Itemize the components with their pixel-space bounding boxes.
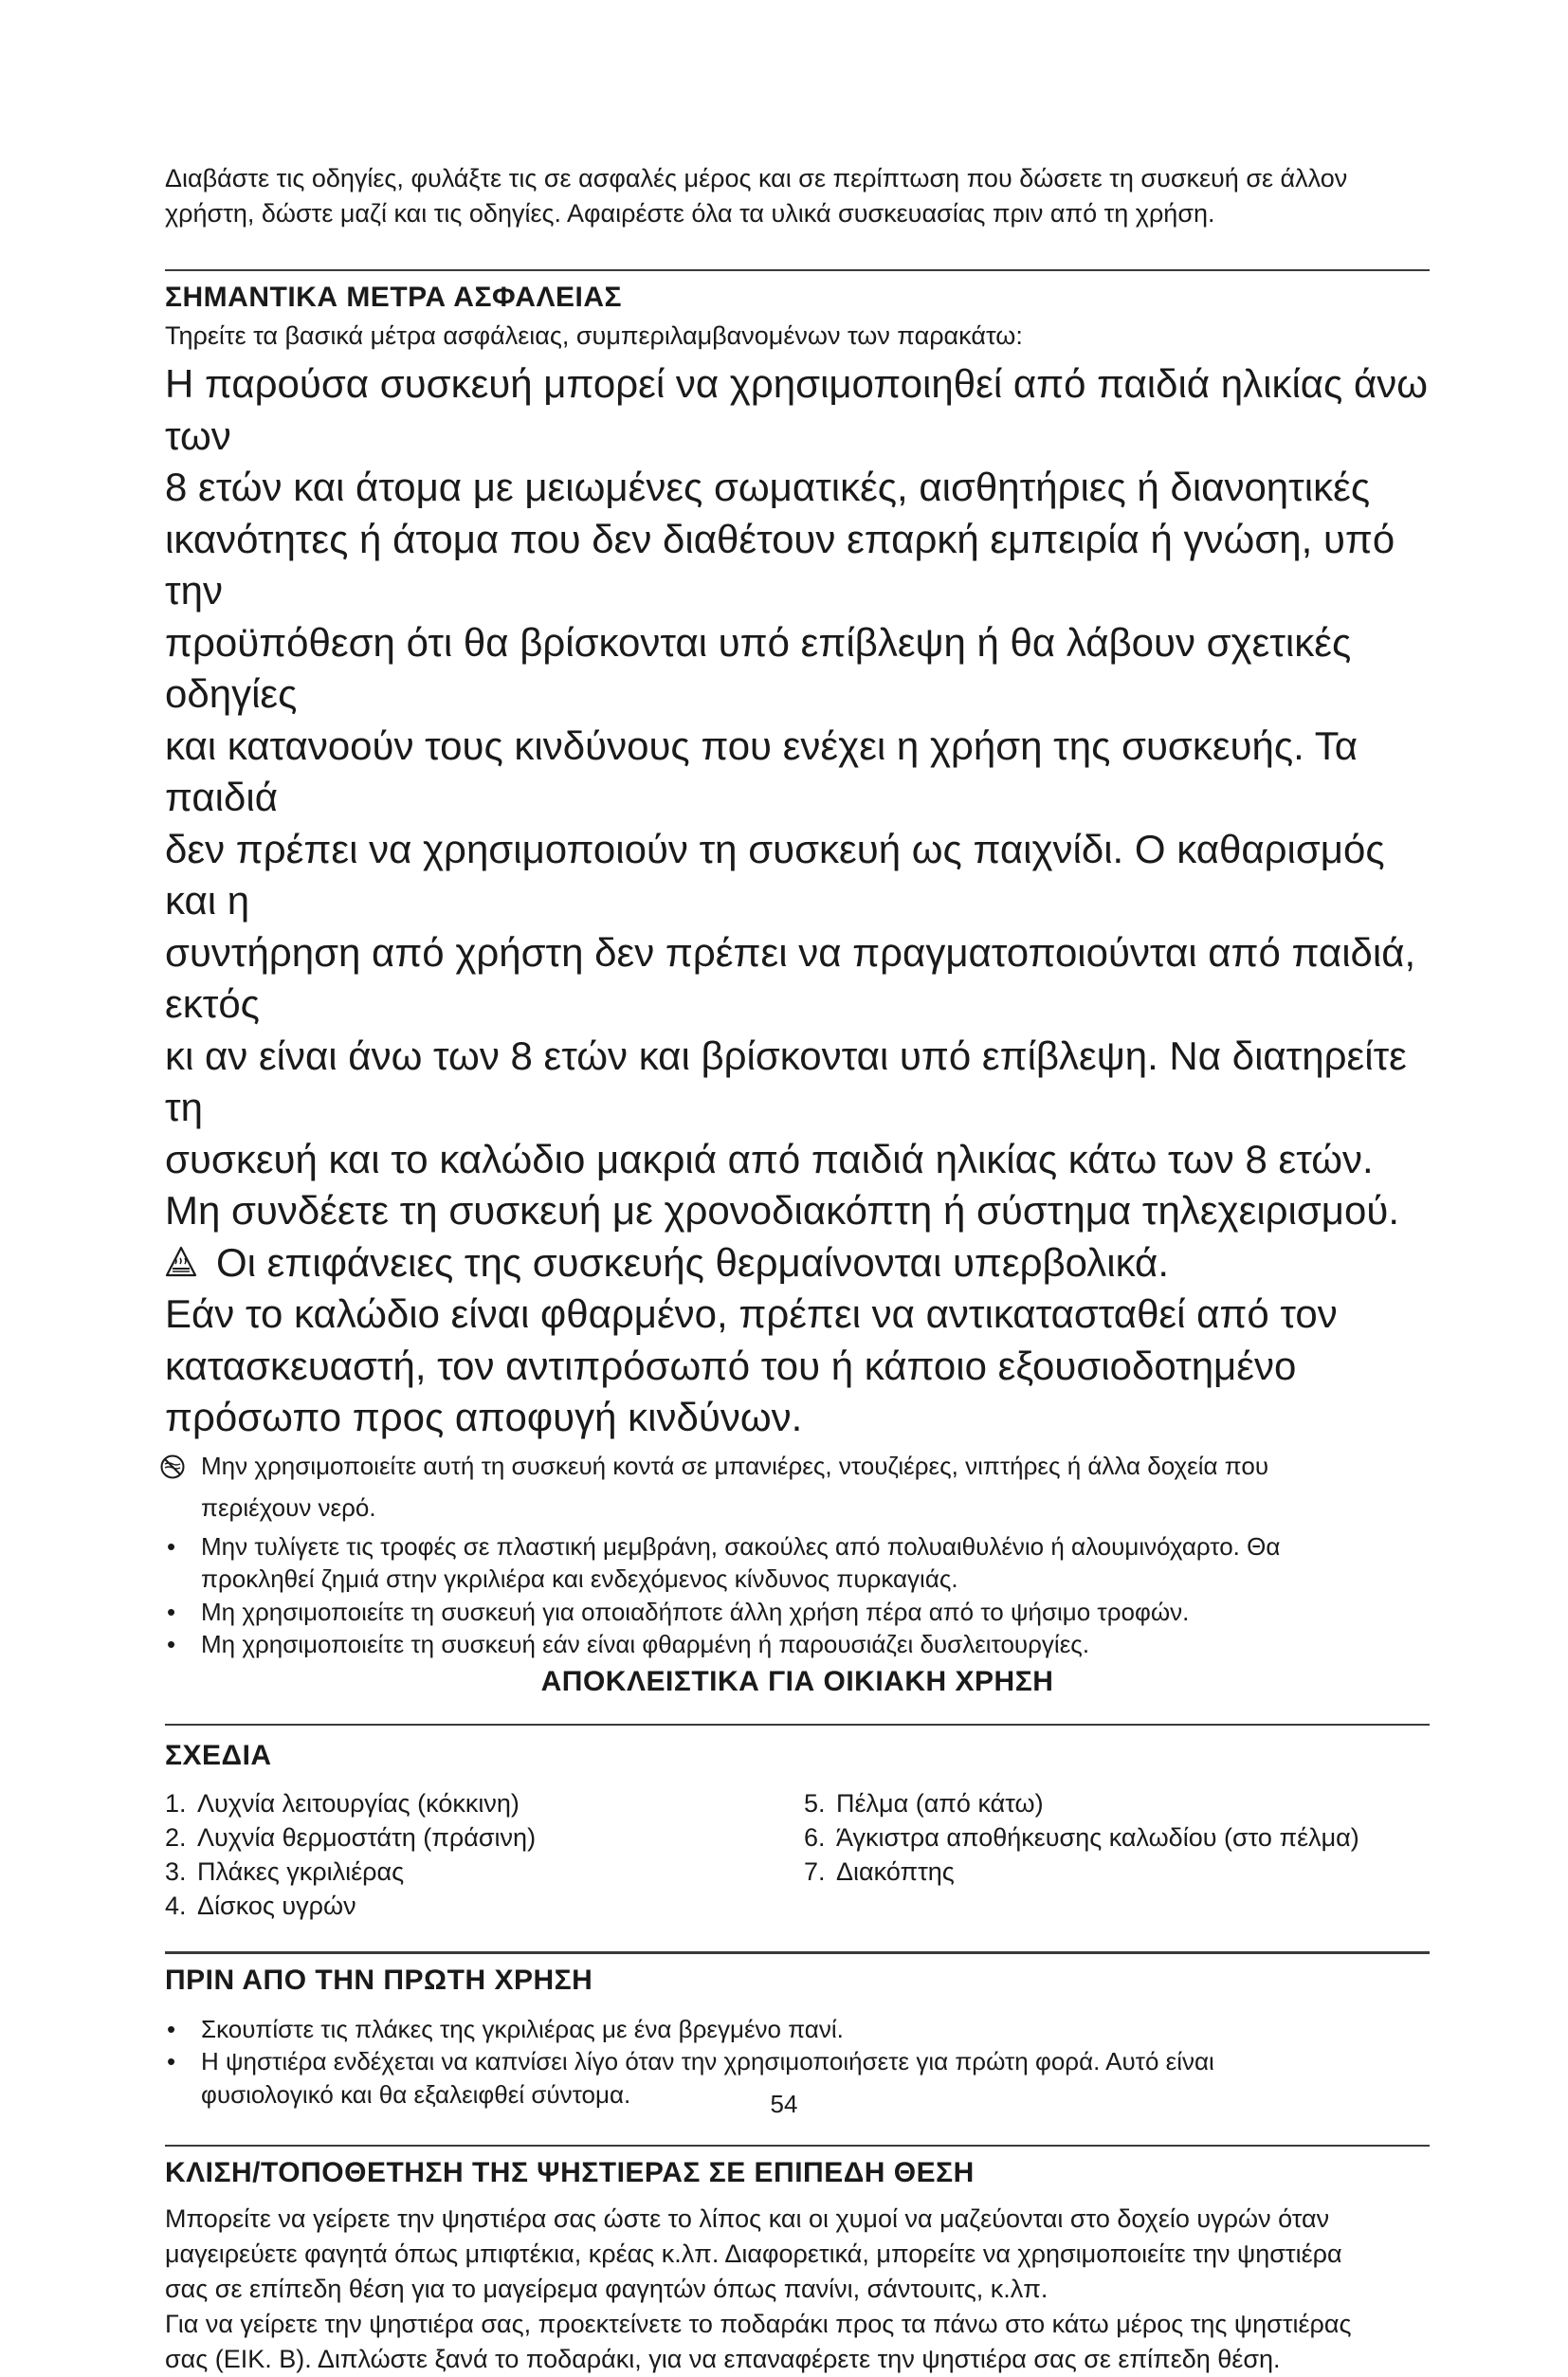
list-item-line: Μη χρησιμοποιείτε τη συσκευή εάν είναι φθαρμένη ή παρουσιάζει δυσλειτουργίες. xyxy=(201,1630,1090,1658)
intro-paragraph xyxy=(165,161,1430,231)
hot-surface-icon xyxy=(165,1246,197,1278)
parts-list xyxy=(165,1786,1430,1923)
list-item-line: Η ψηστιέρα ενδέχεται να καπνίσει λίγο όταν την χρησιμοποιήσετε για πρώτη φορά. Αυτό είναι xyxy=(201,2047,1214,2075)
part-number: 4. xyxy=(165,1891,187,1920)
part-item xyxy=(804,1855,1430,1889)
section-divider xyxy=(165,1951,1430,1954)
list-item xyxy=(165,1628,1430,1661)
safety-line: προϋπόθεση ότι θα βρίσκονται υπό επίβλεψη ή θα λάβουν σχετικές οδηγίες xyxy=(165,619,1352,716)
part-number: 3. xyxy=(165,1856,187,1886)
part-label: Δίσκος υγρών xyxy=(197,1891,356,1920)
water-warning-item xyxy=(165,1450,1430,1525)
list-item-line: Μην τυλίγετε τις τροφές σε πλαστική μεμβράνη, σακούλες από πολυαιθυλένιο ή αλουμινόχαρτο. Θα xyxy=(201,1531,1281,1561)
section-divider xyxy=(165,1724,1430,1726)
part-label: Πέλμα (από κάτω) xyxy=(836,1788,1044,1818)
part-item xyxy=(165,1889,804,1923)
safety-line: κατασκευαστή, τον αντιπρόσωπό του ή κάποιο εξουσιοδοτημένο xyxy=(165,1343,1297,1388)
safety-line: και κατανοούν τους κινδύνους που ενέχει η χρήση της συσκευής. Τα παιδιά xyxy=(165,722,1358,819)
bullet-dot: • xyxy=(167,2047,176,2075)
list-item-line: Μη χρησιμοποιείτε τη συσκευή για οποιαδήποτε άλλη χρήση πέρα από το ψήσιμο τροφών. xyxy=(201,1597,1190,1626)
part-label: Λυχνία θερμοστάτη (πράσινη) xyxy=(197,1822,537,1852)
part-number: 5. xyxy=(804,1788,826,1818)
bullet-dot: • xyxy=(167,2014,176,2043)
safety-line: Η παρούσα συσκευή μπορεί να χρησιμοποιηθεί από παιδιά ηλικίας άνω των xyxy=(165,361,1429,458)
part-label: Διακόπτης xyxy=(836,1856,955,1886)
part-number: 2. xyxy=(165,1822,187,1852)
safety-section xyxy=(165,279,1430,1701)
part-number: 6. xyxy=(804,1822,826,1852)
part-item xyxy=(165,1786,804,1820)
part-label: Λυχνία λειτουργίας (κόκκινη) xyxy=(197,1788,520,1818)
bullet-dot: • xyxy=(167,1630,176,1658)
section-divider xyxy=(165,2145,1430,2147)
no-water-icon xyxy=(159,1454,186,1480)
hot-surface-warning xyxy=(165,1237,1430,1289)
safety-line: συσκευή και το καλώδιο μακριά από παιδιά ηλικίας κάτω των 8 ετών. xyxy=(165,1136,1374,1181)
tilt-line: σας (ΕΙΚ. Β). Διπλώστε ξανά το ποδαράκι, για να επαναφέρετε την ψηστιέρα σας σε επίπεδη θέση. xyxy=(165,2345,1281,2373)
part-label: Άγκιστρα αποθήκευσης καλωδίου (στο πέλμα) xyxy=(836,1822,1359,1852)
list-item xyxy=(165,2013,1430,2046)
tilt-line: σας σε επίπεδη θέση για το μαγείρεμα φαγητών όπως πανίνι, σάντουιτς, κ.λπ. xyxy=(165,2275,1048,2303)
tilt-section xyxy=(165,2154,1430,2377)
design-heading: ΣΧΕΔΙΑ xyxy=(165,1739,272,1771)
safety-heading: ΣΗΜΑΝΤΙΚΑ ΜΕΤΡΑ ΑΣΦΑΛΕΙΑΣ xyxy=(165,282,622,313)
water-warning-line: Μην χρησιμοποιείτε αυτή τη συσκευή κοντά σε μπανιέρες, ντουζιέρες, νιπτήρες ή άλλα δοχεία που xyxy=(201,1451,1269,1480)
bullet-dot: • xyxy=(167,1531,176,1561)
safety-subtitle: Τηρείτε τα βασικά μέτρα ασφάλειας, συμπεριλαμβανομένων των παρακάτω: xyxy=(165,321,1023,350)
list-item xyxy=(165,1530,1430,1596)
section-divider xyxy=(165,269,1430,271)
part-item xyxy=(804,1820,1430,1855)
tilt-line: Για να γείρετε την ψηστιέρα σας, προεκτείνετε το ποδαράκι προς τα πάνω στο κάτω μέρος της ψηστιέρας xyxy=(165,2310,1352,2338)
household-use-heading: ΑΠΟΚΛΕΙΣΤΙΚΑ ΓΙΑ ΟΙΚΙΑΚΗ ΧΡΗΣΗ xyxy=(540,1665,1054,1697)
safety-line: δεν πρέπει να χρησιμοποιούν τη συσκευή ως παιχνίδι. Ο καθαρισμός και η xyxy=(165,826,1385,923)
safety-line: 8 ετών και άτομα με μειωμένες σωματικές, αισθητήριες ή διανοητικές xyxy=(165,465,1371,509)
parts-column-left xyxy=(165,1786,804,1923)
safety-main-text xyxy=(165,358,1430,1444)
part-label: Πλάκες γκριλιέρας xyxy=(197,1856,405,1886)
parts-column-right xyxy=(804,1786,1430,1923)
safety-line: ικανότητες ή άτομα που δεν διαθέτουν επαρκή εμπειρία ή γνώση, υπό την xyxy=(165,516,1395,613)
first-use-heading: ΠΡΙΝ ΑΠΟ ΤΗΝ ΠΡΩΤΗ ΧΡΗΣΗ xyxy=(165,1964,593,1996)
hot-surface-text: Οι επιφάνειες της συσκευής θερμαίνονται υπερβολικά. xyxy=(216,1239,1170,1285)
bullet-dot: • xyxy=(167,1597,176,1626)
tilt-line: Μπορείτε να γείρετε την ψηστιέρα σας ώστε το λίπος και οι χυμοί να μαζεύονται στο δοχείο υγρών όταν xyxy=(165,2204,1330,2233)
list-item-line: Σκουπίστε τις πλάκες της γκριλιέρας με ένα βρεγμένο πανί. xyxy=(201,2014,844,2043)
tilt-line: μαγειρεύετε φαγητά όπως μπιφτέκια, κρέας κ.λπ. Διαφορετικά, μπορείτε να χρησιμοποιείτε την ψηστιέρα xyxy=(165,2240,1342,2268)
safety-line: πρόσωπο προς αποφυγή κινδύνων. xyxy=(165,1395,803,1439)
intro-line: χρήστη, δώστε μαζί και τις οδηγίες. Αφαιρέστε όλα τα υλικά συσκευασίας πριν από τη χρήση. xyxy=(165,199,1215,228)
part-item xyxy=(165,1820,804,1855)
design-section xyxy=(165,1737,1430,1923)
tilt-paragraph xyxy=(165,2202,1430,2377)
page-number: 54 xyxy=(770,2090,798,2118)
safety-line: Μη συνδέετε τη συσκευή με χρονοδιακόπτη ή σύστημα τηλεχειρισμού. xyxy=(165,1188,1399,1233)
list-item-line: φυσιολογικό και θα εξαλειφθεί σύντομα. xyxy=(201,2079,631,2109)
safety-line: Εάν το καλώδιο είναι φθαρμένο, πρέπει να αντικατασταθεί από τον xyxy=(165,1291,1338,1336)
part-item xyxy=(804,1786,1430,1820)
safety-line: κι αν είναι άνω των 8 ετών και βρίσκονται υπό επίβλεψη. Να διατηρείτε τη xyxy=(165,1033,1407,1129)
tilt-heading: ΚΛΙΣΗ/ΤΟΠΟΘΕΤΗΣΗ ΤΗΣ ΨΗΣΤΙΕΡΑΣ ΣΕ ΕΠΙΠΕΔΗ ΘΕΣΗ xyxy=(165,2157,975,2188)
safety-bullets xyxy=(165,1450,1430,1661)
list-item xyxy=(165,1596,1430,1629)
safety-line: συντήρηση από χρήστη δεν πρέπει να πραγματοποιούνται από παιδιά, εκτός xyxy=(165,929,1416,1026)
part-item xyxy=(165,1855,804,1889)
part-number: 7. xyxy=(804,1856,826,1886)
water-warning-line: περιέχουν νερό. xyxy=(201,1493,376,1522)
part-number: 1. xyxy=(165,1788,187,1818)
list-item-line: προκληθεί ζημιά στην γκριλιέρα και ενδεχόμενος κίνδυνος πυρκαγιάς. xyxy=(201,1564,958,1593)
intro-line: Διαβάστε τις οδηγίες, φυλάξτε τις σε ασφαλές μέρος και σε περίπτωση που δώσετε τη συσκευή σε άλλον xyxy=(165,164,1348,192)
manual-page xyxy=(165,161,1430,2377)
